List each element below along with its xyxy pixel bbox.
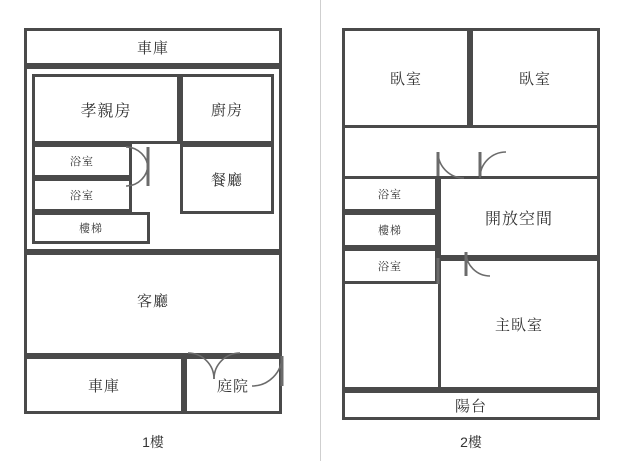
room-label: 車庫 [87, 377, 120, 395]
room-stairs-1f [32, 212, 150, 244]
room-label: 浴室 [378, 189, 402, 201]
room-label: 開放空間 [484, 210, 553, 228]
room-bath-1f-a [32, 144, 132, 178]
room-label: 浴室 [70, 190, 94, 202]
room-label: 主臥室 [494, 316, 543, 334]
room-label: 庭院 [216, 377, 249, 395]
room-bath-1f-b [32, 178, 132, 212]
room-filial-bedroom [32, 74, 180, 144]
room-label: 樓梯 [378, 225, 402, 237]
room-label: 臥室 [518, 70, 551, 88]
floor-plan-2f [342, 28, 600, 418]
room-label: 車庫 [136, 39, 169, 57]
floor-plan-1f [24, 28, 282, 418]
room-stairs-2f [342, 212, 438, 248]
room-master-bedroom [438, 258, 600, 390]
room-dining [180, 144, 274, 214]
room-bedroom-2f-b [470, 28, 600, 128]
room-label: 浴室 [378, 261, 402, 273]
room-label: 餐廳 [210, 171, 243, 189]
room-bath-2f-b [342, 248, 438, 284]
room-balcony [342, 390, 600, 420]
room-label: 客廳 [136, 292, 169, 310]
floor-label-1f: 1樓 [142, 434, 164, 450]
room-label: 陽台 [454, 397, 487, 415]
room-bedroom-2f-a [342, 28, 470, 128]
room-label: 廚房 [210, 101, 243, 119]
room-open-space [438, 176, 600, 258]
plan-separator [320, 0, 321, 461]
room-label: 孝親房 [80, 102, 132, 120]
room-kitchen [180, 74, 274, 144]
room-courtyard [184, 356, 282, 414]
room-bath-2f-a [342, 176, 438, 212]
room-label: 浴室 [70, 156, 94, 168]
room-garage-top [24, 28, 282, 66]
room-label: 臥室 [389, 70, 422, 88]
room-garage-bottom [24, 356, 184, 414]
room-label: 樓梯 [79, 223, 103, 235]
room-living [24, 252, 282, 356]
floor-label-2f: 2樓 [460, 434, 482, 450]
